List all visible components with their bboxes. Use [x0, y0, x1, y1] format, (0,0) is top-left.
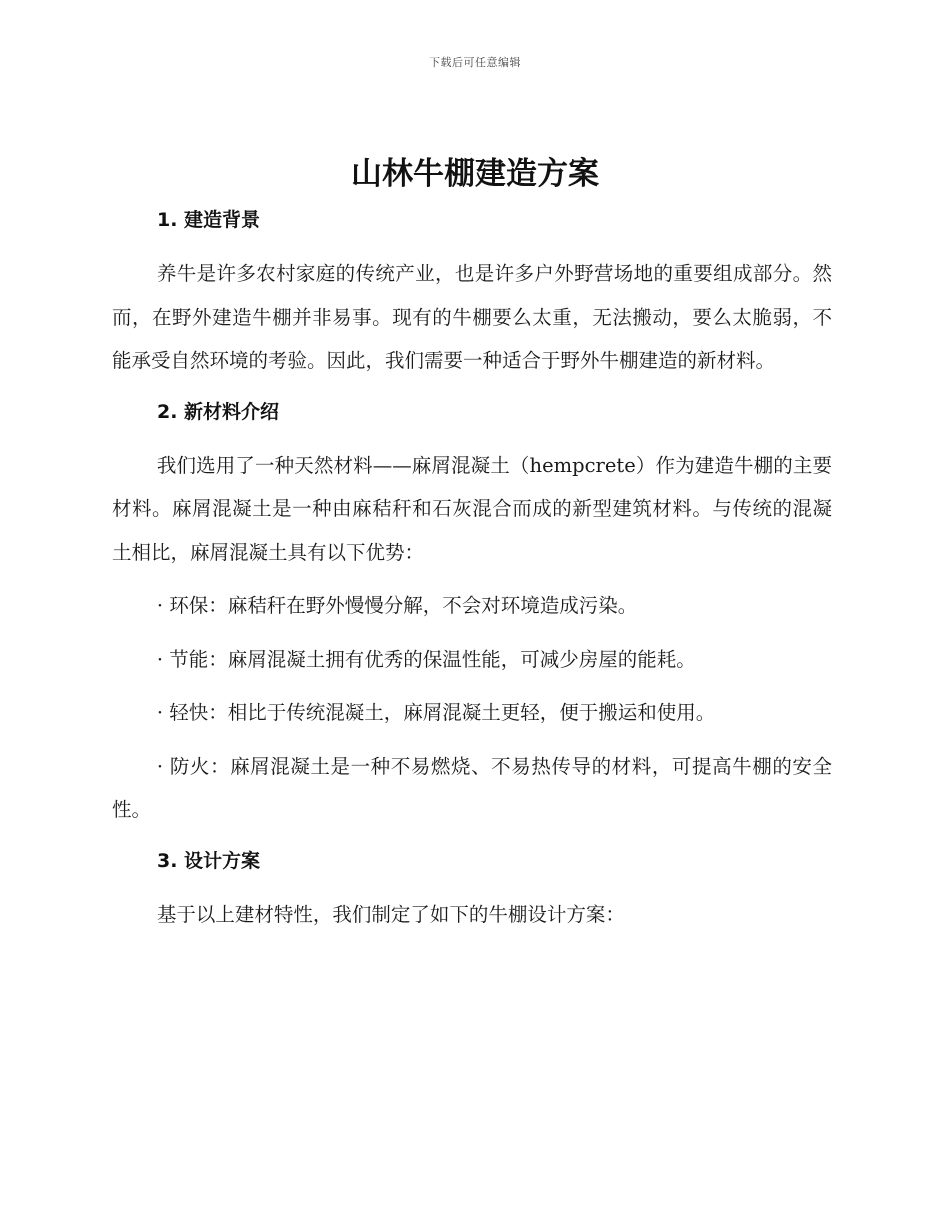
document-body	[112, 203, 832, 936]
section-paragraph: 养牛是许多农村家庭的传统产业，也是许多户外野营场地的重要组成部分。然而，在野外建造牛棚并非易事。现有的牛棚要么太重，无法搬动，要么太脆弱，不能承受自然环境的考验。因此，我们需要一种适合于野外牛棚建造的新材料。	[112, 262, 832, 372]
section-material-intro	[112, 395, 832, 832]
section-heading: 3. 设计方案	[157, 849, 261, 872]
section-paragraph: 我们选用了一种天然材料——麻屑混凝土（hempcrete）作为建造牛棚的主要材料。麻屑混凝土是一种由麻秸秆和石灰混合而成的新型建筑材料。与传统的混凝土相比，麻屑混凝土具有以下优势：	[112, 453, 832, 564]
section-design-plan	[112, 844, 832, 937]
page-header: 下载后可任意编辑	[429, 56, 521, 69]
section-paragraph: 基于以上建材特性，我们制定了如下的牛棚设计方案：	[156, 902, 625, 926]
list-item: · 节能：麻屑混凝土拥有优秀的保温性能，可减少房屋的能耗。	[156, 647, 696, 671]
list-item: · 防火：麻屑混凝土是一种不易燃烧、不易热传导的材料，可提高牛棚的安全性。	[112, 754, 832, 821]
section-background	[112, 203, 832, 383]
list-item: · 轻快：相比于传统混凝土，麻屑混凝土更轻，便于搬运和使用。	[156, 701, 716, 724]
list-item: · 环保：麻秸秆在野外慢慢分解，不会对环境造成污染。	[156, 594, 638, 617]
document-title: 山林牛棚建造方案	[351, 156, 599, 192]
section-heading: 2. 新材料介绍	[157, 400, 280, 423]
section-heading: 1. 建造背景	[157, 209, 261, 231]
